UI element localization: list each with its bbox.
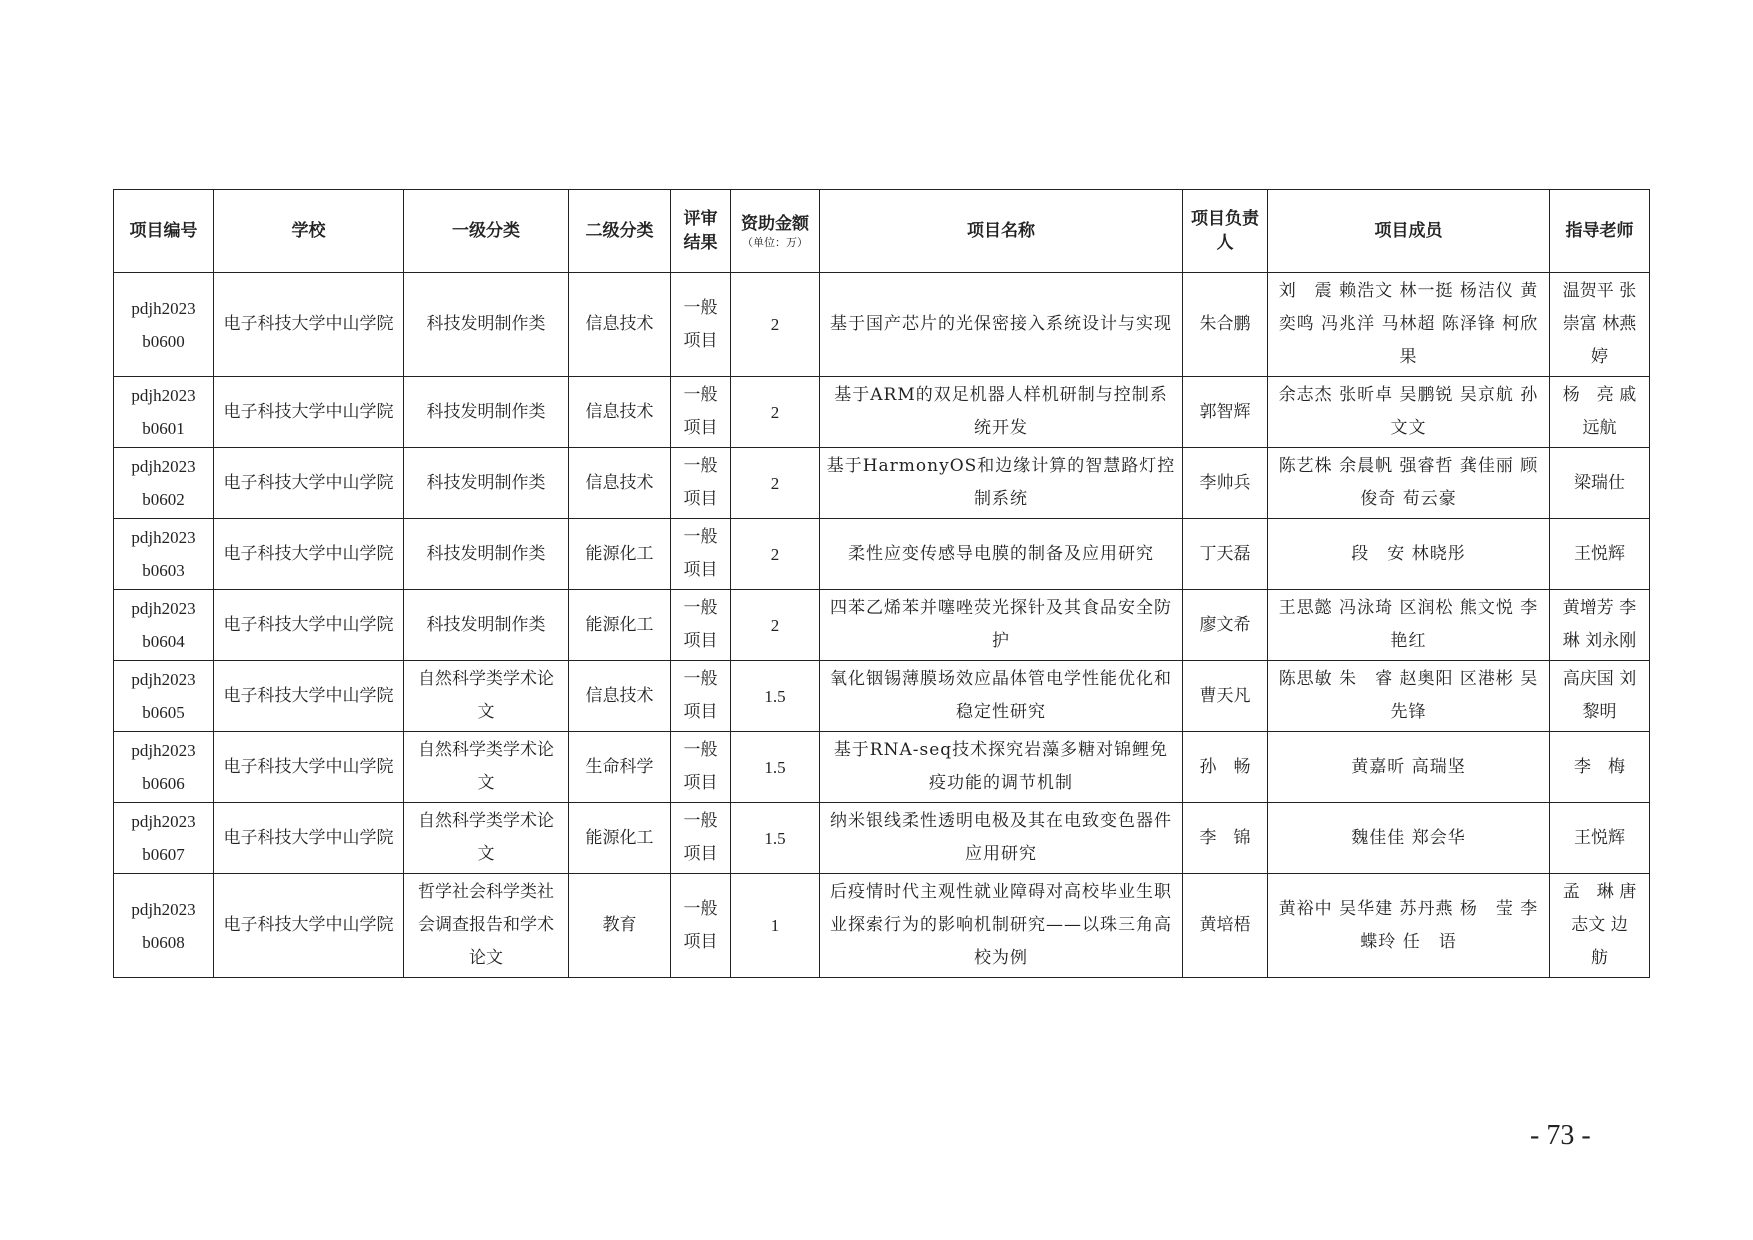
cell-result: 一般项目 bbox=[671, 874, 731, 978]
cell-cat2: 信息技术 bbox=[569, 448, 671, 519]
cell-cat2: 能源化工 bbox=[569, 590, 671, 661]
cell-result: 一般项目 bbox=[671, 590, 731, 661]
cell-cat2: 教育 bbox=[569, 874, 671, 978]
cell-amount: 2 bbox=[731, 377, 820, 448]
header-amount-unit: （单位：万） bbox=[742, 236, 808, 249]
cell-leader: 李 锦 bbox=[1183, 803, 1268, 874]
cell-cat2: 信息技术 bbox=[569, 661, 671, 732]
cell-code: pdjh2023 b0608 bbox=[114, 874, 214, 978]
page-number: - 73 - bbox=[1530, 1120, 1591, 1151]
cell-title: 氧化铟锡薄膜场效应晶体管电学性能优化和稳定性研究 bbox=[820, 661, 1183, 732]
cell-cat2: 能源化工 bbox=[569, 519, 671, 590]
cell-advisor: 王悦辉 bbox=[1550, 803, 1650, 874]
cell-amount: 1 bbox=[731, 874, 820, 978]
cell-cat2: 信息技术 bbox=[569, 377, 671, 448]
cell-leader: 曹天凡 bbox=[1183, 661, 1268, 732]
cell-amount: 2 bbox=[731, 448, 820, 519]
cell-code: pdjh2023 b0607 bbox=[114, 803, 214, 874]
header-cat2: 二级分类 bbox=[569, 190, 671, 273]
header-title: 项目名称 bbox=[820, 190, 1183, 273]
cell-code: pdjh2023 b0604 bbox=[114, 590, 214, 661]
cell-cat1: 自然科学类学术论文 bbox=[404, 803, 569, 874]
cell-result: 一般项目 bbox=[671, 803, 731, 874]
cell-cat2: 能源化工 bbox=[569, 803, 671, 874]
cell-leader: 朱合鹏 bbox=[1183, 273, 1268, 377]
cell-advisor: 杨 亮 戚远航 bbox=[1550, 377, 1650, 448]
cell-title: 纳米银线柔性透明电极及其在电致变色器件应用研究 bbox=[820, 803, 1183, 874]
cell-amount: 1.5 bbox=[731, 661, 820, 732]
cell-result: 一般项目 bbox=[671, 661, 731, 732]
cell-title: 后疫情时代主观性就业障碍对高校毕业生职业探索行为的影响机制研究——以珠三角高校为例 bbox=[820, 874, 1183, 978]
header-school: 学校 bbox=[214, 190, 404, 273]
cell-cat1: 自然科学类学术论文 bbox=[404, 732, 569, 803]
header-advisor: 指导老师 bbox=[1550, 190, 1650, 273]
table-row bbox=[114, 519, 1650, 590]
cell-cat1: 科技发明制作类 bbox=[404, 448, 569, 519]
cell-advisor: 孟 琳 唐志文 边 舫 bbox=[1550, 874, 1650, 978]
cell-members: 王思懿 冯泳琦 区润松 熊文悦 李艳红 bbox=[1268, 590, 1550, 661]
cell-advisor: 梁瑞仕 bbox=[1550, 448, 1650, 519]
cell-leader: 孙 畅 bbox=[1183, 732, 1268, 803]
header-result: 评审结果 bbox=[671, 190, 731, 273]
table-row bbox=[114, 273, 1650, 377]
table-body bbox=[114, 273, 1654, 978]
cell-members: 陈思敏 朱 睿 赵奥阳 区港彬 吴先锋 bbox=[1268, 661, 1550, 732]
table-row bbox=[114, 590, 1650, 661]
cell-members: 魏佳佳 郑会华 bbox=[1268, 803, 1550, 874]
table-row bbox=[114, 803, 1650, 874]
cell-title: 基于HarmonyOS和边缘计算的智慧路灯控制系统 bbox=[820, 448, 1183, 519]
cell-leader: 丁天磊 bbox=[1183, 519, 1268, 590]
cell-title: 柔性应变传感导电膜的制备及应用研究 bbox=[820, 519, 1183, 590]
cell-school: 电子科技大学中山学院 bbox=[214, 661, 404, 732]
cell-code: pdjh2023 b0603 bbox=[114, 519, 214, 590]
cell-members: 余志杰 张昕卓 吴鹏锐 吴京航 孙文文 bbox=[1268, 377, 1550, 448]
cell-amount: 2 bbox=[731, 590, 820, 661]
cell-advisor: 温贺平 张崇富 林燕婷 bbox=[1550, 273, 1650, 377]
cell-title: 基于ARM的双足机器人样机研制与控制系统开发 bbox=[820, 377, 1183, 448]
cell-cat1: 科技发明制作类 bbox=[404, 519, 569, 590]
cell-members: 黄裕中 吴华建 苏丹燕 杨 莹 李蝶玲 任 语 bbox=[1268, 874, 1550, 978]
cell-amount: 1.5 bbox=[731, 803, 820, 874]
cell-advisor: 高庆国 刘黎明 bbox=[1550, 661, 1650, 732]
cell-school: 电子科技大学中山学院 bbox=[214, 590, 404, 661]
cell-advisor: 李 梅 bbox=[1550, 732, 1650, 803]
table-header-row bbox=[114, 190, 1650, 273]
cell-advisor: 王悦辉 bbox=[1550, 519, 1650, 590]
header-amount bbox=[731, 190, 820, 273]
cell-title: 四苯乙烯苯并噻唑荧光探针及其食品安全防护 bbox=[820, 590, 1183, 661]
cell-members: 段 安 林晓彤 bbox=[1268, 519, 1550, 590]
cell-cat1: 哲学社会科学类社会调查报告和学术论文 bbox=[404, 874, 569, 978]
table-row bbox=[114, 377, 1650, 448]
cell-result: 一般项目 bbox=[671, 273, 731, 377]
table-row bbox=[114, 448, 1650, 519]
cell-code: pdjh2023 b0601 bbox=[114, 377, 214, 448]
cell-cat2: 信息技术 bbox=[569, 273, 671, 377]
cell-members: 陈艺株 余晨帆 强睿哲 龚佳丽 顾俊奇 荀云豪 bbox=[1268, 448, 1550, 519]
table-row bbox=[114, 661, 1650, 732]
cell-school: 电子科技大学中山学院 bbox=[214, 448, 404, 519]
cell-result: 一般项目 bbox=[671, 448, 731, 519]
header-amount-label: 资助金额 bbox=[741, 214, 809, 234]
cell-title: 基于国产芯片的光保密接入系统设计与实现 bbox=[820, 273, 1183, 377]
cell-code: pdjh2023 b0606 bbox=[114, 732, 214, 803]
cell-code: pdjh2023 b0602 bbox=[114, 448, 214, 519]
cell-leader: 黄培梧 bbox=[1183, 874, 1268, 978]
project-table bbox=[113, 189, 1654, 978]
cell-amount: 1.5 bbox=[731, 732, 820, 803]
cell-result: 一般项目 bbox=[671, 377, 731, 448]
cell-amount: 2 bbox=[731, 519, 820, 590]
cell-cat1: 科技发明制作类 bbox=[404, 273, 569, 377]
cell-leader: 廖文希 bbox=[1183, 590, 1268, 661]
cell-school: 电子科技大学中山学院 bbox=[214, 519, 404, 590]
cell-members: 黄嘉昕 高瑞坚 bbox=[1268, 732, 1550, 803]
cell-result: 一般项目 bbox=[671, 519, 731, 590]
cell-school: 电子科技大学中山学院 bbox=[214, 732, 404, 803]
cell-school: 电子科技大学中山学院 bbox=[214, 273, 404, 377]
cell-cat1: 自然科学类学术论文 bbox=[404, 661, 569, 732]
cell-amount: 2 bbox=[731, 273, 820, 377]
cell-school: 电子科技大学中山学院 bbox=[214, 874, 404, 978]
cell-school: 电子科技大学中山学院 bbox=[214, 803, 404, 874]
cell-school: 电子科技大学中山学院 bbox=[214, 377, 404, 448]
cell-cat2: 生命科学 bbox=[569, 732, 671, 803]
cell-leader: 郭智辉 bbox=[1183, 377, 1268, 448]
header-leader: 项目负责人 bbox=[1183, 190, 1268, 273]
cell-code: pdjh2023 b0600 bbox=[114, 273, 214, 377]
cell-code: pdjh2023 b0605 bbox=[114, 661, 214, 732]
cell-result: 一般项目 bbox=[671, 732, 731, 803]
cell-cat1: 科技发明制作类 bbox=[404, 590, 569, 661]
cell-leader: 李帅兵 bbox=[1183, 448, 1268, 519]
table-row bbox=[114, 874, 1650, 978]
cell-members: 刘 震 赖浩文 林一挺 杨洁仪 黄奕鸣 冯兆洋 马林超 陈泽锋 柯欣果 bbox=[1268, 273, 1550, 377]
header-code: 项目编号 bbox=[114, 190, 214, 273]
header-members: 项目成员 bbox=[1268, 190, 1550, 273]
cell-cat1: 科技发明制作类 bbox=[404, 377, 569, 448]
cell-title: 基于RNA-seq技术探究岩藻多糖对锦鲤免疫功能的调节机制 bbox=[820, 732, 1183, 803]
table-row bbox=[114, 732, 1650, 803]
cell-advisor: 黄增芳 李 琳 刘永刚 bbox=[1550, 590, 1650, 661]
header-cat1: 一级分类 bbox=[404, 190, 569, 273]
